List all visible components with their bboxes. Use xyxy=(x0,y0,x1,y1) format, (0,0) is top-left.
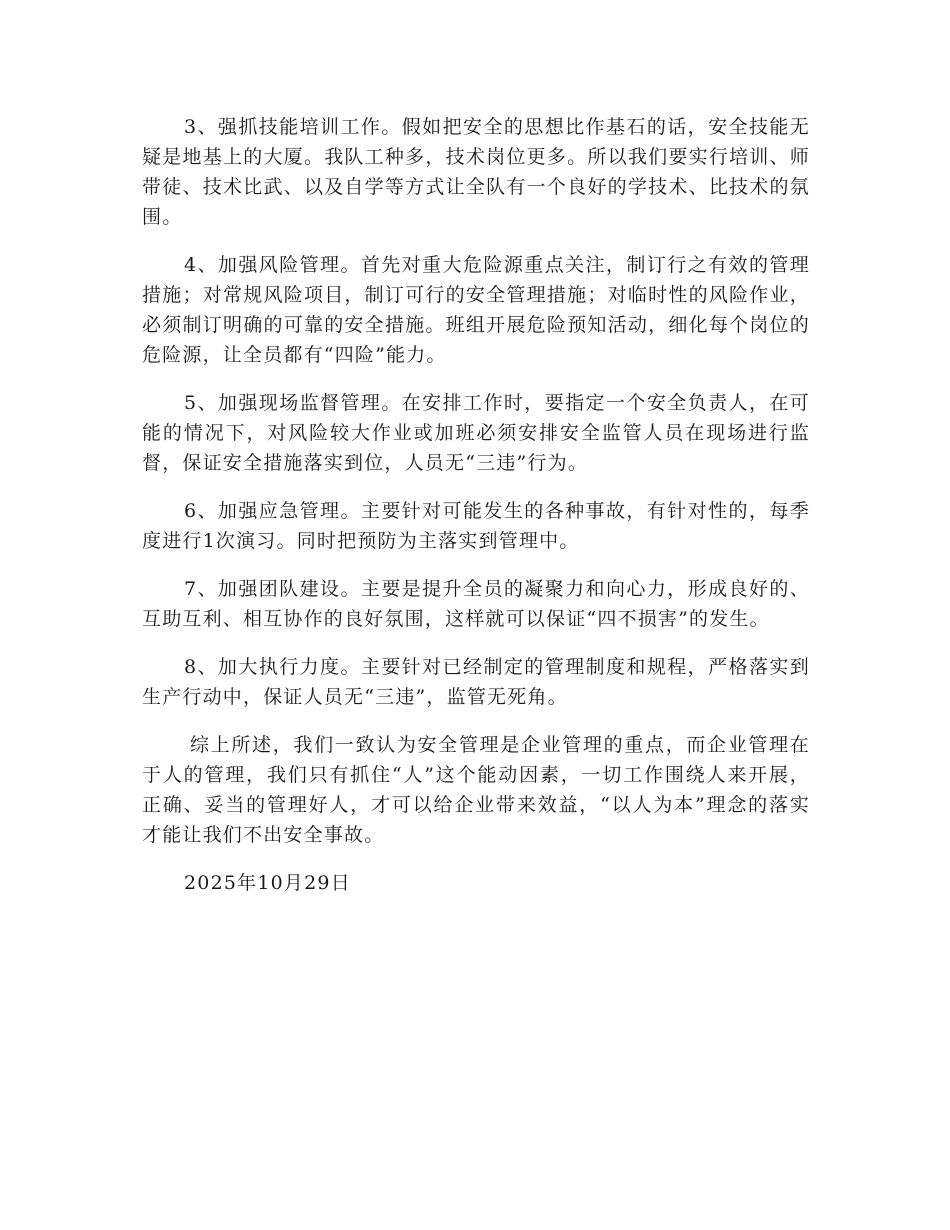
paragraph-risk-management: 4、加强风险管理。首先对重大危险源重点关注，制订行之有效的管理措施；对常规风险项目，制订可行的安全管理措施；对临时性的风险作业，必须制订明确的可靠的安全措施。班组开展危险预知活动，细化每个岗位的危险源，让全员都有“四险”能力。 xyxy=(142,254,810,366)
document-date: 2025年10月29日 xyxy=(184,872,351,894)
paragraph-team-building: 7、加强团队建设。主要是提升全员的凝聚力和向心力，形成良好的、互助互利、相互协作的良好氛围，这样就可以保证“四不损害”的发生。 xyxy=(142,578,810,630)
paragraph-site-supervision: 5、加强现场监督管理。在安排工作时，要指定一个安全负责人，在可能的情况下，对风险较大作业或加班必须安排安全监管人员在现场进行监督，保证安全措施落实到位，人员无“三违”行为。 xyxy=(142,392,810,474)
document-body xyxy=(142,112,810,898)
paragraph-summary: 综上所述，我们一致认为安全管理是企业管理的重点，而企业管理在于人的管理，我们只有抓住“人”这个能动因素，一切工作围绕人来开展，正确、妥当的管理好人，才可以给企业带来效益，“以人为本”理念的落实才能让我们不出安全事故。 xyxy=(142,734,810,846)
paragraph-skill-training: 3、强抓技能培训工作。假如把安全的思想比作基石的话，安全技能无疑是地基上的大厦。我队工种多，技术岗位更多。所以我们要实行培训、师带徒、技术比武、以及自学等方式让全队有一个良好的学技术、比技术的氛围。 xyxy=(142,116,810,228)
paragraph-emergency-management: 6、加强应急管理。主要针对可能发生的各种事故，有针对性的，每季度进行1次演习。同时把预防为主落实到管理中。 xyxy=(142,500,810,552)
paragraph-execution: 8、加大执行力度。主要针对已经制定的管理制度和规程，严格落实到生产行动中，保证人员无“三违”，监管无死角。 xyxy=(142,656,810,708)
